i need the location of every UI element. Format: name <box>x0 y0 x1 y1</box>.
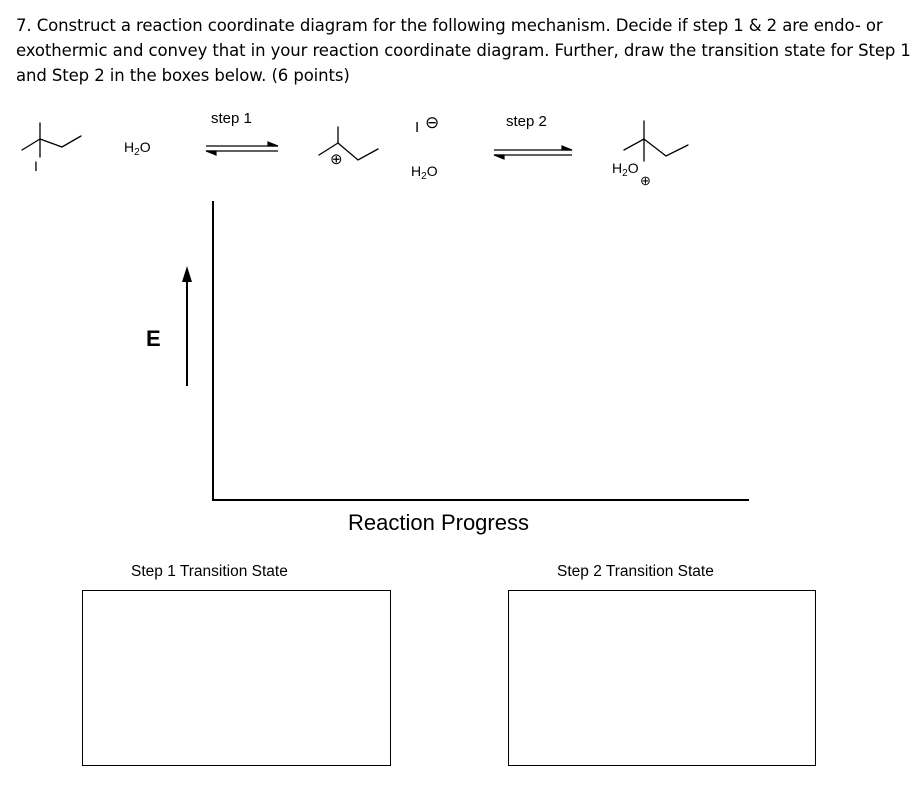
step1-forward-arrowhead <box>268 142 278 146</box>
reactant-bond-ethyl <box>40 136 81 147</box>
step1-ts-answer-box[interactable] <box>82 590 391 766</box>
product-bond-ethyl <box>644 139 688 156</box>
step1-label: step 1 <box>211 110 252 127</box>
step2-ts-title: Step 2 Transition State <box>557 563 714 580</box>
reactant-iodo-label: I <box>34 158 38 174</box>
reaction-progress-label: Reaction Progress <box>348 510 529 535</box>
iodide-label: I <box>415 119 420 136</box>
iodide-charge: ⊖ <box>425 113 440 132</box>
reactant-bond-methyl-left <box>22 139 40 150</box>
energy-arrowhead <box>182 266 192 282</box>
product-charge: ⊕ <box>640 173 651 188</box>
carbocation-bond-ethyl <box>338 143 378 160</box>
step2-reverse-arrowhead <box>494 155 504 159</box>
energy-axis-label: E <box>146 326 161 351</box>
carbocation-charge: ⊕ <box>330 151 343 168</box>
product-oxonium-group: $H_2O$ <box>612 160 639 179</box>
reagent-water: $H_2O$ <box>124 139 151 158</box>
step1-reverse-arrowhead <box>206 151 216 155</box>
step2-forward-arrowhead <box>562 146 572 150</box>
step2-label: step 2 <box>506 113 547 130</box>
byproduct-water: $H_2O$ <box>411 163 438 182</box>
step2-ts-answer-box[interactable] <box>508 590 816 766</box>
step1-ts-title: Step 1 Transition State <box>131 563 288 580</box>
product-bond-methyl-left <box>624 139 644 150</box>
question-text: 7. Construct a reaction coordinate diagram for the following mechanism. Decide if step 1 & 2 are endo- or exothermic and convey that in your reaction coordinate diagram. Further, draw the transition state for Step 1 and Step 2 in the boxes below. (6 points) <box>16 16 911 85</box>
